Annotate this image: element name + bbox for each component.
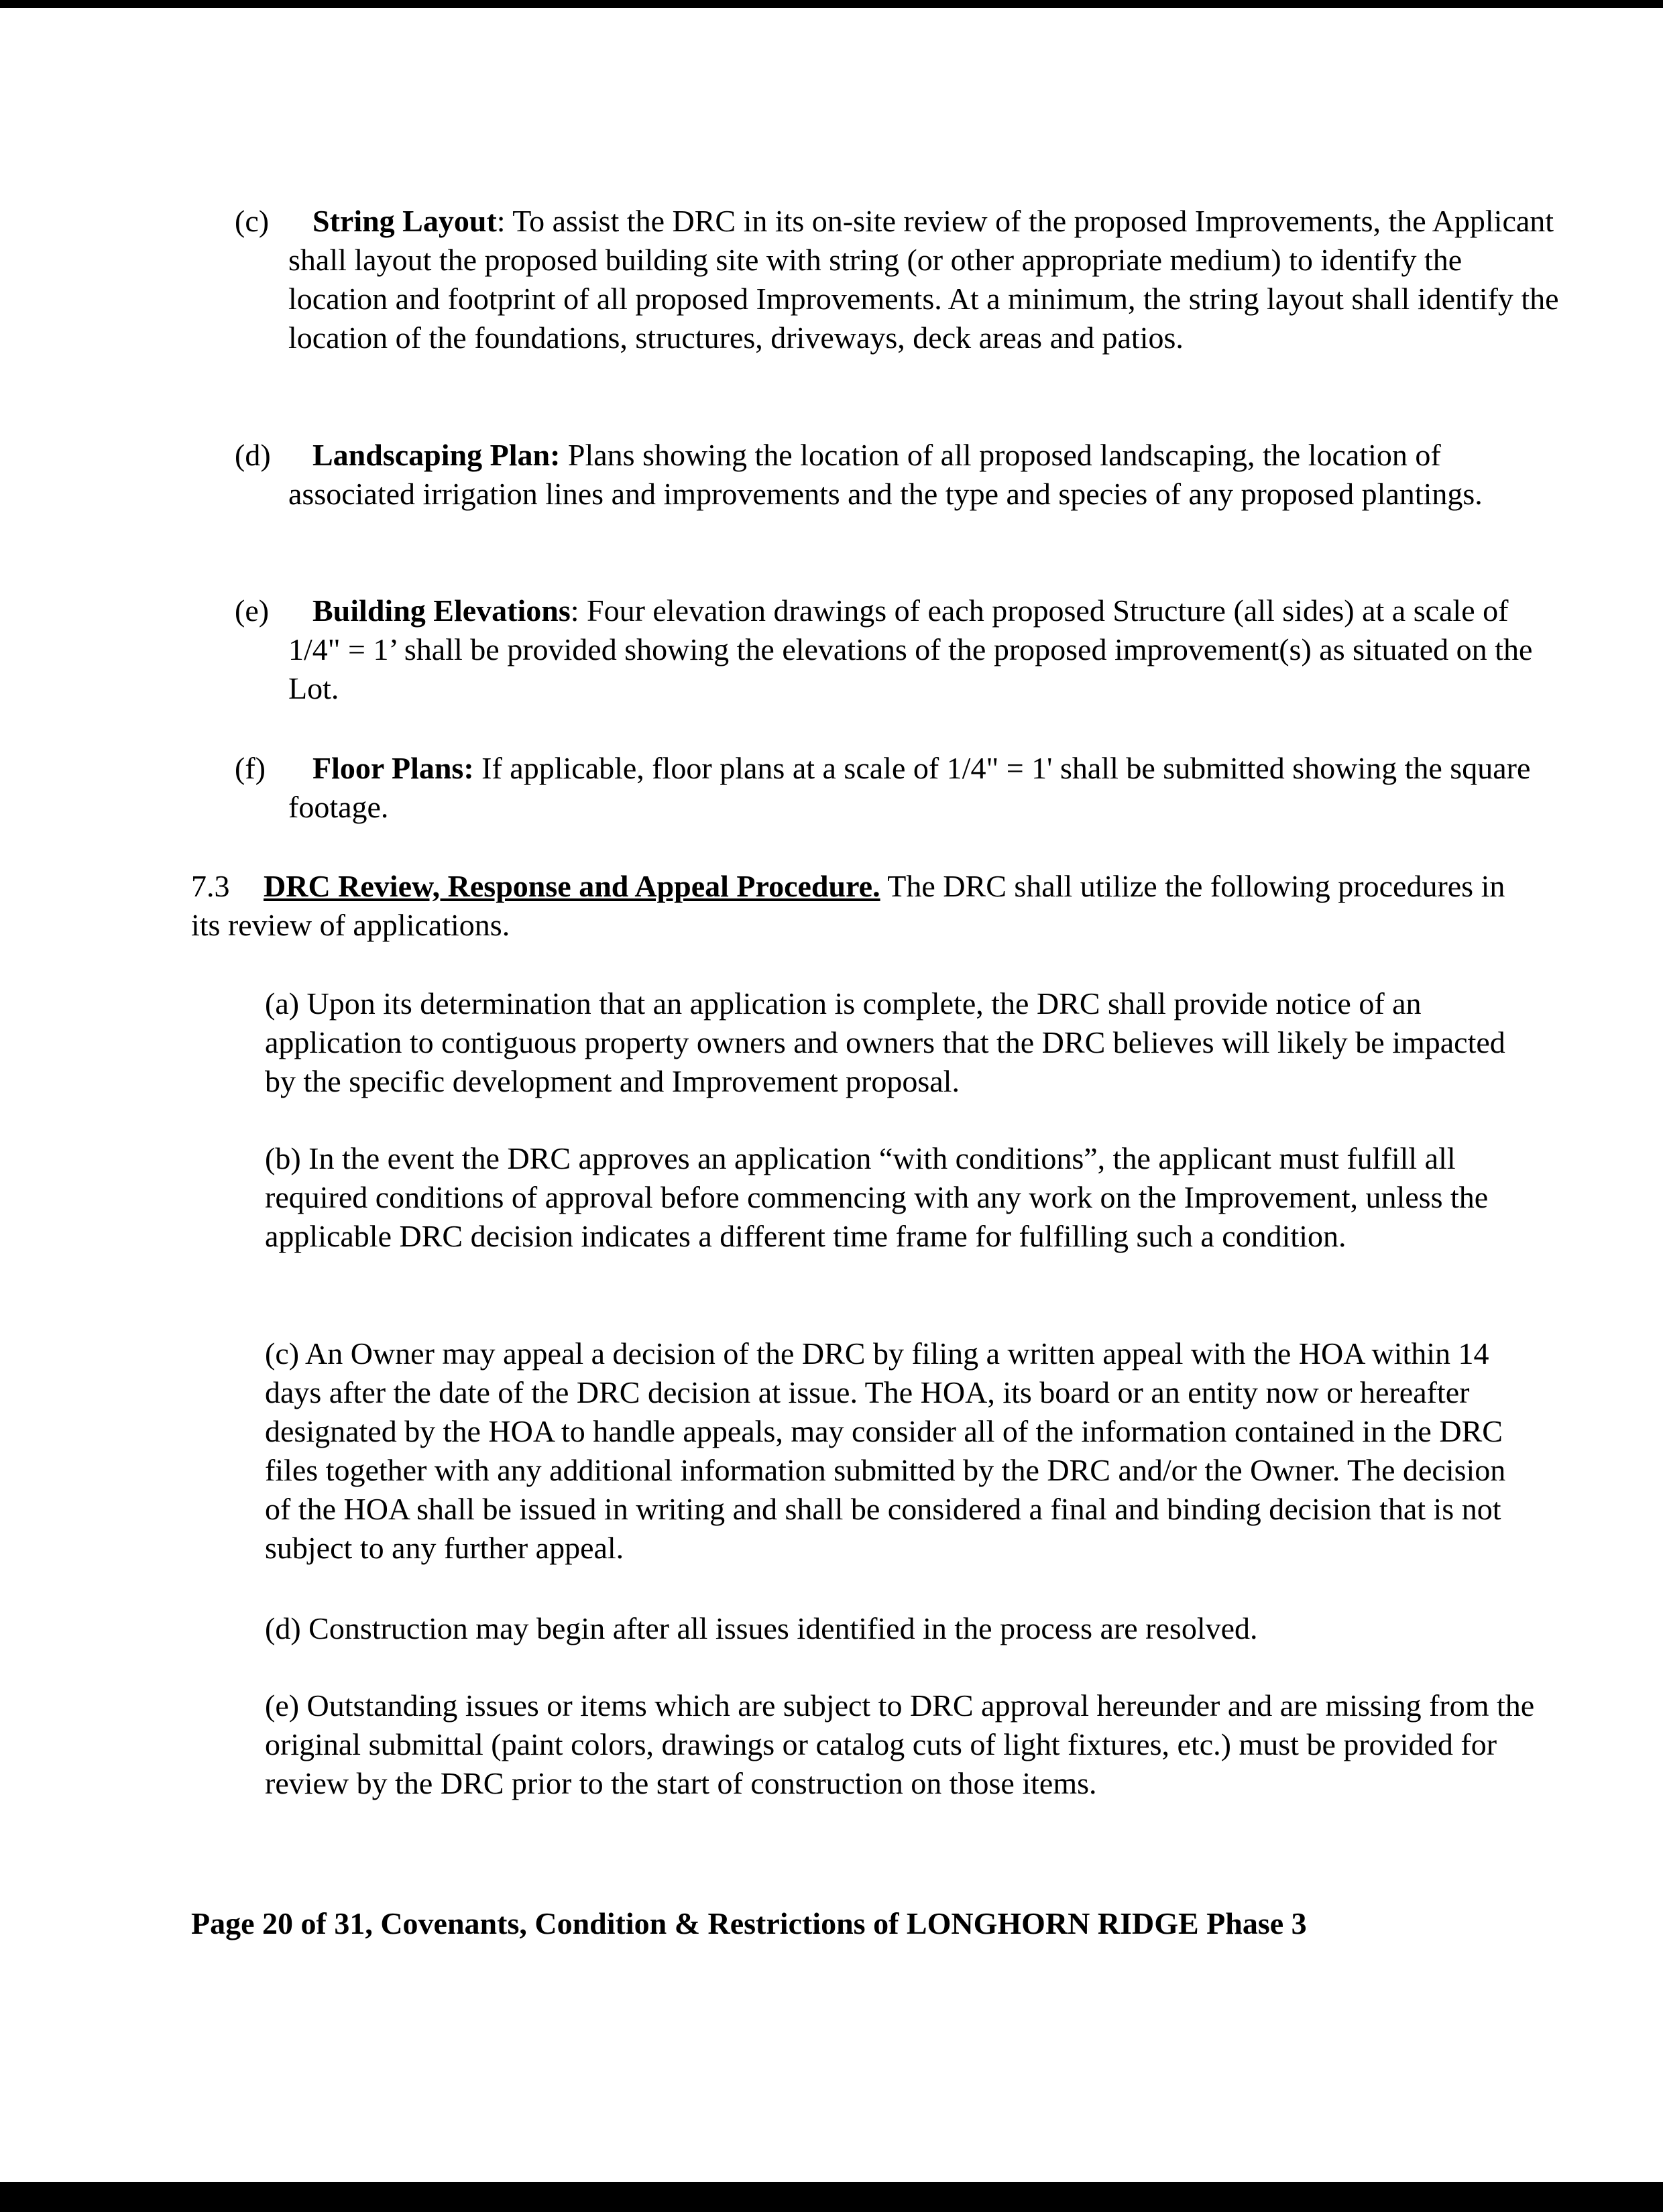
procedure-item-a: (a) Upon its determination that an application is complete, the DRC shall provide notice of an application to contiguous property owners and owners that the DRC believes will likely be impacted by the specific development and Improvement proposal. <box>265 986 1505 1098</box>
subsection-c <box>235 202 1562 357</box>
subsection-marker: (e) <box>235 593 270 628</box>
section-text: The DRC shall utilize the following procedures in its review of applications. <box>191 869 1505 942</box>
procedure-item-b: (b) In the event the DRC approves an application “with conditions”, the applicant must fulfill all required conditions of approval before commencing with any work on the Improvement, unless the applicable DRC decision indicates a different time frame for fulfilling such a condition. <box>265 1141 1489 1253</box>
subsection-heading-suffix: : <box>496 204 506 238</box>
subsection-marker: (f) <box>235 751 266 785</box>
procedure-item-e: (e) Outstanding issues or items which are subject to DRC approval hereunder and are missing from the original submittal (paint colors, drawings or catalog cuts of light fixtures, etc.) must be provided for review by the DRC prior to the start of construction on those items. <box>265 1688 1535 1800</box>
procedure-item-c: (c) An Owner may appeal a decision of the DRC by filing a written appeal with the HOA within 14 days after the date of the DRC decision at issue. The HOA, its board or an entity now or hereafter designated by the HOA to handle appeals, may consider all of the information contained in the DRC files together with any additional information submitted by the DRC and/or the Owner. The decision of the HOA shall be issued in writing and shall be considered a final and binding decision that is not subject to any further appeal. <box>265 1336 1506 1565</box>
section-number: 7.3 <box>191 869 230 903</box>
subsection-text: Four elevation drawings of each proposed Structure (all sides) at a scale of 1/4" = 1’ shall be provided showing the elevations of the proposed improvement(s) as situated on the Lot. <box>288 593 1533 705</box>
subsection-text: Plans showing the location of all proposed landscaping, the location of associated irrigation lines and improvements and the type and species of any proposed plantings. <box>288 438 1483 511</box>
subsection-text: If applicable, floor plans at a scale of 1/4" = 1' shall be submitted showing the square footage. <box>288 751 1531 824</box>
subsection-heading: Landscaping Plan: <box>312 438 561 472</box>
subsection-e <box>235 591 1562 708</box>
page-footer: Page 20 of 31, Covenants, Condition & Restrictions of LONGHORN RIDGE Phase 3 <box>191 1906 1307 1940</box>
subsection-heading: Building Elevations <box>312 593 571 628</box>
subsection-heading-suffix: : <box>570 593 579 628</box>
procedure-item-d: (d) Construction may begin after all issues identified in the process are resolved. <box>265 1611 1258 1645</box>
section-7-3 <box>191 867 1539 945</box>
subsection-heading: String Layout <box>312 204 497 238</box>
subsection-marker: (d) <box>235 438 271 472</box>
subsection-d <box>235 436 1562 514</box>
section-heading: DRC Review, Response and Appeal Procedure. <box>264 869 880 903</box>
scan-border-bottom <box>0 2182 1663 2212</box>
subsection-marker: (c) <box>235 204 270 238</box>
subsection-text: To assist the DRC in its on-site review of the proposed Improvements, the Applicant shall layout the proposed building site with string (or other appropriate medium) to identify the location and footprint of all proposed Improvements. At a minimum, the string layout shall identify the location of the foundations, structures, driveways, deck areas and patios. <box>288 204 1559 355</box>
subsection-f <box>235 749 1562 827</box>
subsection-heading: Floor Plans: <box>312 751 474 785</box>
